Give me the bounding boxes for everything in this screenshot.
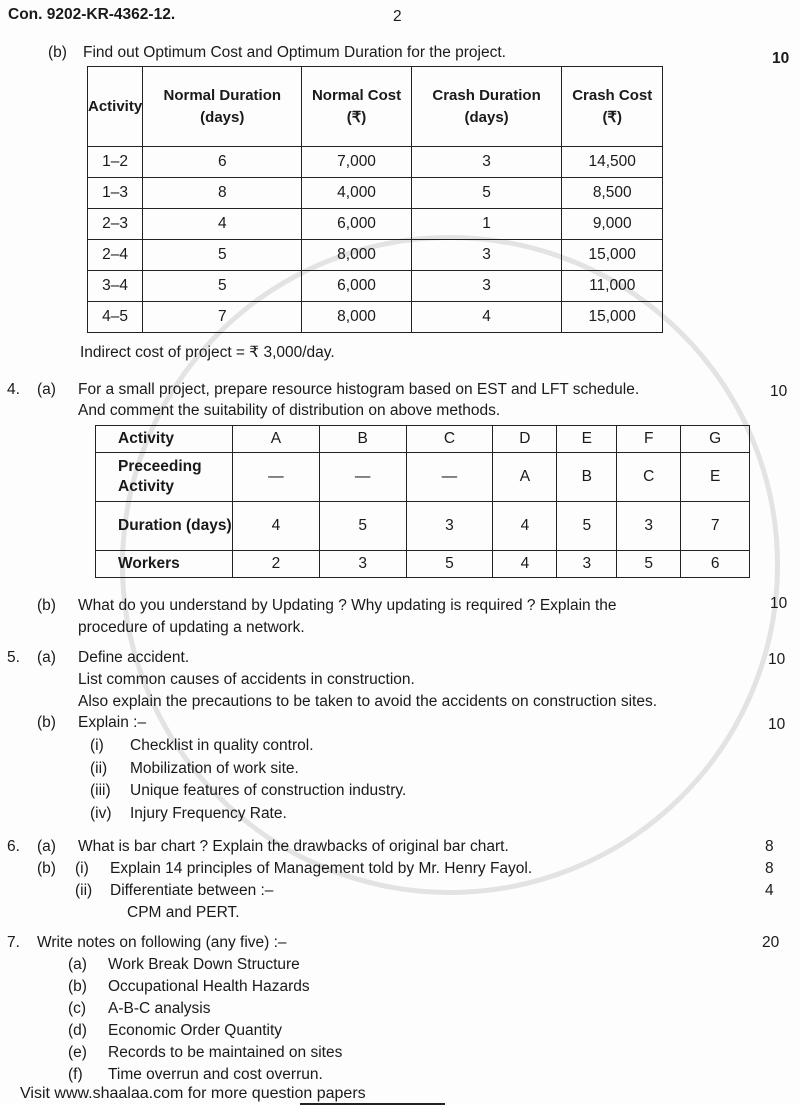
table-cell: 5 — [319, 502, 406, 551]
header-cell: Crash Duration (days) — [411, 67, 562, 147]
table-cell: 3 — [411, 271, 562, 302]
list-item: A-B-C analysis — [108, 1000, 211, 1017]
q6bi-text: Explain 14 principles of Management told by Mr. Henry Fayol. — [110, 860, 533, 877]
table-cell: A — [493, 453, 557, 502]
q3b-label: (b) — [48, 44, 67, 61]
table-cell: 11,000 — [562, 271, 663, 302]
row-label-cell: Workers — [96, 551, 233, 578]
table-row — [96, 502, 750, 551]
list-item: Checklist in quality control. — [130, 737, 314, 754]
crashing-table — [87, 66, 663, 333]
q3b-text: Find out Optimum Cost and Optimum Duration for the project. — [83, 44, 506, 61]
table-cell: 5 — [557, 502, 617, 551]
q4a-label: (a) — [37, 381, 56, 398]
q4b-marks: 10 — [770, 595, 788, 612]
table-cell: 5 — [143, 271, 302, 302]
table-cell: 5 — [143, 240, 302, 271]
table-cell: A — [233, 426, 320, 453]
q6a-label: (a) — [37, 838, 56, 855]
q4a-line: And comment the suitability of distribution on above methods. — [78, 402, 501, 419]
list-item: Economic Order Quantity — [108, 1022, 283, 1039]
table-cell: E — [681, 453, 750, 502]
table-cell: 6,000 — [302, 271, 411, 302]
table-cell: 15,000 — [562, 302, 663, 333]
q5a-marks: 10 — [768, 651, 786, 668]
q4b-label: (b) — [37, 597, 56, 614]
q6b-label: (b) — [37, 860, 56, 877]
page-number: 2 — [393, 8, 402, 25]
table-cell: 1 — [411, 209, 562, 240]
q6bii-text: Differentiate between :– — [110, 882, 274, 899]
table-cell: C — [617, 453, 681, 502]
table-cell: 3 — [617, 502, 681, 551]
q6a-marks: 8 — [765, 838, 774, 855]
table-row — [96, 453, 750, 502]
table-cell: 8,500 — [562, 178, 663, 209]
table-cell: 6,000 — [302, 209, 411, 240]
table-cell: 9,000 — [562, 209, 663, 240]
table-row — [88, 209, 663, 240]
q5a-label: (a) — [37, 649, 56, 666]
q7-text: Write notes on following (any five) :– — [37, 934, 287, 951]
table-cell: 3–4 — [88, 271, 143, 302]
list-item-number: (iv) — [90, 805, 112, 823]
list-item: Records to be maintained on sites — [108, 1044, 343, 1061]
q7-number: 7. — [7, 934, 20, 951]
q7-marks: 20 — [762, 934, 780, 951]
q5a-line: Also explain the precautions to be taken to avoid the accidents on construction sites. — [78, 693, 658, 710]
resource-table — [95, 425, 750, 578]
table-cell: 2 — [233, 551, 320, 578]
row-label-cell: Preceeding Activity — [96, 453, 233, 502]
list-item: Injury Frequency Rate. — [130, 805, 287, 823]
q4a-line: For a small project, prepare resource histogram based on EST and LFT schedule. — [78, 381, 640, 398]
table-cell: 2–3 — [88, 209, 143, 240]
list-item-number: (e) — [68, 1044, 87, 1061]
table-row — [96, 426, 750, 453]
list-item: Occupational Health Hazards — [108, 978, 310, 995]
row-label-cell: Duration (days) — [96, 502, 233, 551]
table-cell: 14,500 — [562, 147, 663, 178]
table-cell: 6 — [143, 147, 302, 178]
table-cell: 3 — [411, 147, 562, 178]
table-row — [88, 147, 663, 178]
list-item-number: (a) — [68, 956, 87, 973]
list-item-number: (i) — [90, 737, 104, 754]
table-cell: B — [319, 426, 406, 453]
table-cell: 4,000 — [302, 178, 411, 209]
table-cell: 3 — [557, 551, 617, 578]
table-header-row — [88, 67, 663, 147]
table-cell: 3 — [406, 502, 493, 551]
q5a-line: Define accident. — [78, 649, 190, 666]
q6bi-label: (i) — [75, 860, 89, 877]
indirect-cost-note: Indirect cost of project = ₹ 3,000/day. — [80, 344, 335, 361]
table-cell: 1–3 — [88, 178, 143, 209]
paper-code: Con. 9202-KR-4362-12. — [8, 6, 176, 23]
q4b-line: procedure of updating a network. — [78, 619, 305, 636]
table-cell: 5 — [406, 551, 493, 578]
table-cell: — — [319, 453, 406, 502]
list-item-number: (iii) — [90, 782, 111, 800]
list-item: Unique features of construction industry. — [130, 782, 407, 800]
list-item: Work Break Down Structure — [108, 956, 300, 973]
table-cell: 4 — [233, 502, 320, 551]
q6bii-label: (ii) — [75, 882, 93, 899]
table-cell: 7 — [143, 302, 302, 333]
table-cell: 8,000 — [302, 240, 411, 271]
q6bii-sub: CPM and PERT. — [127, 904, 240, 921]
table-cell: B — [557, 453, 617, 502]
list-item: Time overrun and cost overrun. — [108, 1066, 323, 1083]
q4b-line: What do you understand by Updating ? Why updating is required ? Explain the — [78, 597, 617, 614]
table-cell: 4 — [411, 302, 562, 333]
header-cell: Activity — [88, 67, 143, 147]
table-cell: 4 — [493, 551, 557, 578]
table-row — [88, 240, 663, 271]
q4a-marks: 10 — [770, 383, 788, 400]
header-cell: Crash Cost (₹) — [562, 67, 663, 147]
table-cell: — — [233, 453, 320, 502]
q6bi-marks: 8 — [765, 860, 774, 877]
table-cell: 8 — [143, 178, 302, 209]
table-cell: 5 — [617, 551, 681, 578]
table-cell: 4 — [143, 209, 302, 240]
table-cell: F — [617, 426, 681, 453]
table-cell: 4–5 — [88, 302, 143, 333]
row-label-cell: Activity — [96, 426, 233, 453]
table-cell: D — [493, 426, 557, 453]
q6a-text: What is bar chart ? Explain the drawbacks of original bar chart. — [78, 838, 509, 855]
list-item: Mobilization of work site. — [130, 759, 299, 777]
q5b-text: Explain :– — [78, 714, 147, 731]
list-item-number: (f) — [68, 1066, 83, 1083]
table-cell: C — [406, 426, 493, 453]
footer-website-note: Visit www.shaalaa.com for more question papers — [20, 1085, 366, 1102]
q4-number: 4. — [7, 381, 20, 398]
table-cell: 5 — [411, 178, 562, 209]
q5-number: 5. — [7, 649, 20, 666]
table-row — [88, 178, 663, 209]
table-cell: G — [681, 426, 750, 453]
table-cell: 7 — [681, 502, 750, 551]
table-cell: 3 — [319, 551, 406, 578]
table-cell: 2–4 — [88, 240, 143, 271]
table-cell: 1–2 — [88, 147, 143, 178]
header-cell: Normal Duration (days) — [143, 67, 302, 147]
q5b-marks: 10 — [768, 716, 786, 733]
table-cell: E — [557, 426, 617, 453]
table-cell: 3 — [411, 240, 562, 271]
q6bii-marks: 4 — [765, 882, 774, 899]
q5b-label: (b) — [37, 714, 56, 731]
table-cell: 8,000 — [302, 302, 411, 333]
table-row — [88, 302, 663, 333]
list-item-number: (d) — [68, 1022, 87, 1039]
q3b-marks: 10 — [772, 50, 790, 67]
list-item-number: (ii) — [90, 759, 108, 777]
table-cell: 7,000 — [302, 147, 411, 178]
q6-number: 6. — [7, 838, 20, 855]
list-item-number: (b) — [68, 978, 87, 995]
list-item-number: (c) — [68, 1000, 87, 1017]
table-row — [96, 551, 750, 578]
table-cell: 15,000 — [562, 240, 663, 271]
table-row — [88, 271, 663, 302]
table-cell: 6 — [681, 551, 750, 578]
header-cell: Normal Cost (₹) — [302, 67, 411, 147]
q5a-line: List common causes of accidents in construction. — [78, 671, 415, 688]
table-cell: — — [406, 453, 493, 502]
table-cell: 4 — [493, 502, 557, 551]
